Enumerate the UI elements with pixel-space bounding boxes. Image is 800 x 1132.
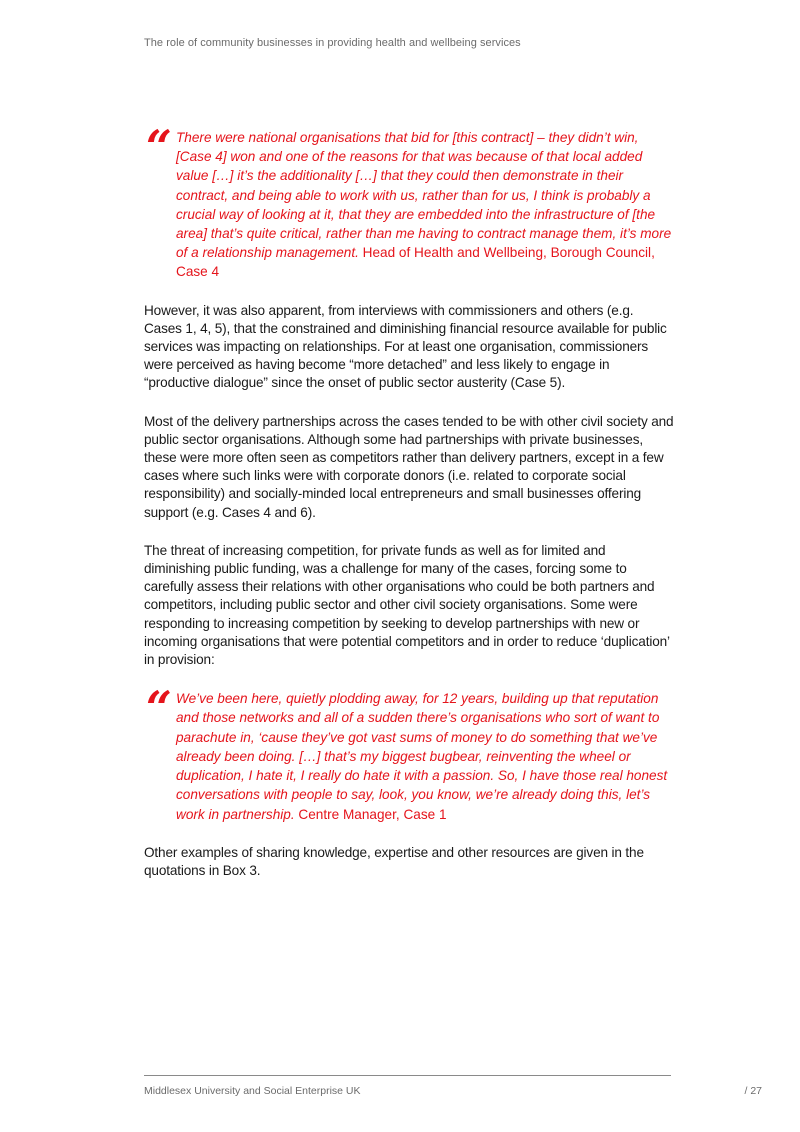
quote-text: We’ve been here, quietly plodding away, for 12 years, building up that reputation and those networks and all of a sudden there’s organisations who sort of want to parachute in, ‘cause they’ve got vast sums of money to do something that we’ve already been doing. […] that’s my biggest bugbear, reinventing the wheel or duplication, I hate it, I really do hate it with a passion. So, I have those real honest conversations with people to say, look, you know, we’re already doing this, let’s work in partnership. (176, 691, 668, 822)
page-number: / 27 (744, 1085, 762, 1097)
quote-attribution: Centre Manager, Case 1 (298, 806, 447, 822)
running-header: The role of community businesses in providing health and wellbeing services (144, 37, 521, 49)
quote-attribution: Head of Health and Wellbeing, Borough Council, Case 4 (176, 245, 655, 280)
body-paragraph: Most of the delivery partnerships across the cases tended to be with other civil society and public sector organisations. Although some had partnerships with private businesses, these were more often seen as competitors rather than delivery partners, except in a few cases where such links were with corporate donors (i.e. related to corporate social responsibility) and socially-minded local entrepreneurs and small businesses offering support (e.g. Cases 4 and 6). (144, 413, 674, 520)
pull-quote-1 (140, 120, 674, 282)
body-paragraph: Other examples of sharing knowledge, expertise and other resources are given in the quotations in Box 3. (144, 844, 644, 878)
quotation-mark-icon: “ (140, 681, 175, 736)
body-paragraph: The threat of increasing competition, for private funds as well as for limited and diminishing public funding, was a challenge for many of the cases, forcing some to carefully assess their relations with other organisations who could be both partners and competitors, including public sector and other civil society organisations. Some were responding to increasing competition by seeking to develop partnerships with new or incoming organisations that were potential competitors and in order to reduce ‘duplication’ in provision: (144, 542, 670, 668)
footer-publisher: Middlesex University and Social Enterprise UK (144, 1085, 361, 1097)
quotation-mark-icon: “ (140, 120, 175, 174)
pull-quote-2 (140, 681, 674, 823)
body-paragraph: However, it was also apparent, from interviews with commissioners and others (e.g. Cases 1, 4, 5), that the constrained and diminishing financial resource available for public services was impacting on relationships. For at least one organisation, commissioners were perceived as having become “more detached” and less likely to engage in “productive dialogue” since the onset of public sector austerity (Case 5). (144, 302, 667, 391)
quote-text: There were national organisations that bid for [this contract] – they didn’t win, [Case 4] won and one of the reasons for that was because of that local added value […] it’s the additionality […] that they could then demonstrate in their contract, and being able to work with us, rather than for us, I think is probably a crucial way of looking at it, that they are embedded into the infrastructure of [the area] that’s quite critical, rather than me having to contract manage them, it’s more of a relationship management. (176, 130, 672, 261)
footer-divider (144, 1075, 671, 1076)
page-content (140, 120, 674, 900)
